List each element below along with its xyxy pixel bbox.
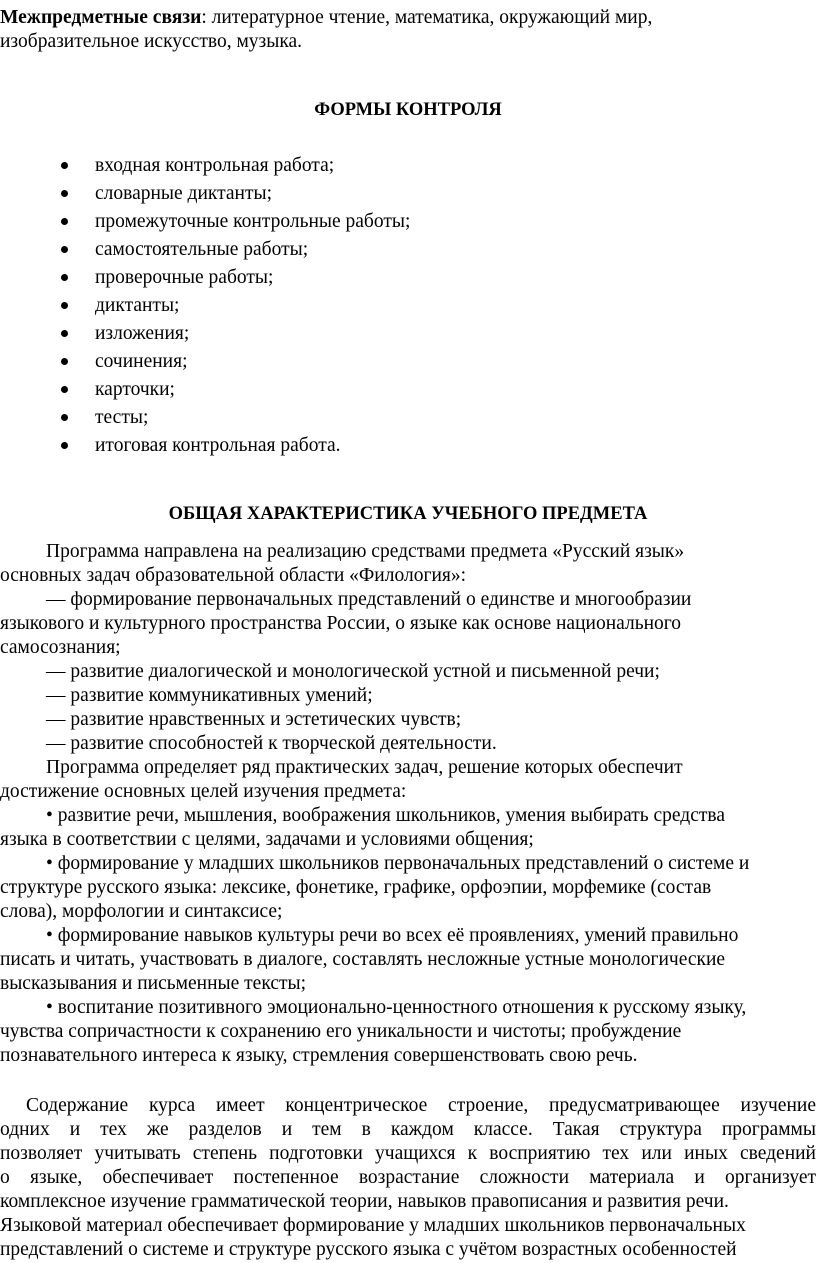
paragraph-line: познавательного интереса к языку, стремления совершенствовать свою речь. [0, 1045, 638, 1066]
bullet-icon [61, 358, 68, 365]
bullet-icon [61, 330, 68, 337]
bullet-icon [61, 246, 68, 253]
paragraph-line: — развитие коммуникативных умений; [46, 685, 373, 706]
paragraph-line: • развитие речи, мышления, воображения школьников, умения выбирать средства [46, 805, 726, 826]
forms-heading: ФОРМЫ КОНТРОЛЯ [314, 100, 502, 120]
bullet-icon [61, 414, 68, 421]
paragraph-line: высказывания и письменные тексты; [0, 973, 307, 994]
bullet-icon [61, 302, 68, 309]
bullet-icon [61, 218, 68, 225]
paragraph-line: — формирование первоначальных представлений о единстве и многообразии [46, 589, 692, 610]
general-heading: ОБЩАЯ ХАРАКТЕРИСТИКА УЧЕБНОГО ПРЕДМЕТА [168, 504, 648, 524]
paragraph-line: — развитие нравственных и эстетических чувств; [46, 709, 462, 730]
paragraph-line: • формирование у младших школьников первоначальных представлений о системе и [46, 853, 750, 874]
paragraph-line: достижение основных целей изучения предмета: [0, 781, 407, 802]
paragraph-line: языка в соответствии с целями, задачами и условиями общения; [0, 829, 534, 850]
bullet-icon [61, 190, 68, 197]
paragraph-line: комплексное изучение грамматической теории, навыков правописания и развития речи. [0, 1191, 729, 1212]
paragraph-line: — развитие способностей к творческой деятельности. [46, 733, 497, 754]
paragraph-line: Программа направлена на реализацию средствами предмета «Русский язык» [46, 541, 685, 562]
paragraph-line: основных задач образовательной области «Филология»: [0, 565, 467, 586]
paragraph-line: Языковой материал обеспечивает формирование у младших школьников первоначальных [0, 1215, 746, 1236]
paragraph-line: • формирование навыков культуры речи во всех её проявлениях, умений правильно [46, 925, 739, 946]
paragraph-line: чувства сопричастности к сохранению его уникальности и чистоты; пробуждение [0, 1021, 682, 1042]
intro-label: Межпредметные связи [0, 7, 202, 28]
paragraph-line: писать и читать, участвовать в диалоге, составлять несложные устные монологические [0, 949, 726, 970]
paragraph-line: позволяет учитывать степень подготовки учащихся к восприятию тех или иных сведений [0, 1143, 816, 1164]
paragraph-line: языкового и культурного пространства России, о языке как основе национального [0, 613, 682, 634]
intro-rest: : литературное чтение, математика, окружающий мир, [201, 7, 653, 28]
paragraph-line: — развитие диалогической и монологической устной и письменной речи; [46, 661, 660, 682]
bullet-icon [61, 386, 68, 393]
paragraph-line: • воспитание позитивного эмоционально-ценностного отношения к русскому языку, [46, 997, 747, 1018]
paragraph-line: одних и тех же разделов и тем в каждом классе. Такая структура программы [0, 1119, 816, 1140]
paragraph-line: представлений о системе и структуре русского языка с учётом возрастных особенностей [0, 1239, 737, 1260]
bullet-icon [61, 162, 68, 169]
intro-line-1 [0, 6, 652, 30]
paragraph-line: самосознания; [0, 637, 121, 658]
bullet-icon [61, 442, 68, 449]
paragraph-line: Содержание курса имеет концентрическое строение, предусматривающее изучение [26, 1095, 816, 1116]
paragraph-line: о языке, обеспечивает постепенное возрастание сложности материала и организует [0, 1167, 816, 1188]
paragraph-line: структуре русского языка: лексике, фонетике, графике, орфоэпии, морфемике (состав [0, 877, 712, 898]
paragraph-line: слова), морфологии и синтаксисе; [0, 901, 283, 922]
intro-line-2: изобразительное искусство, музыка. [0, 31, 303, 52]
paragraph-line: Программа определяет ряд практических задач, решение которых обеспечит [46, 757, 683, 778]
bullet-icon [61, 274, 68, 281]
